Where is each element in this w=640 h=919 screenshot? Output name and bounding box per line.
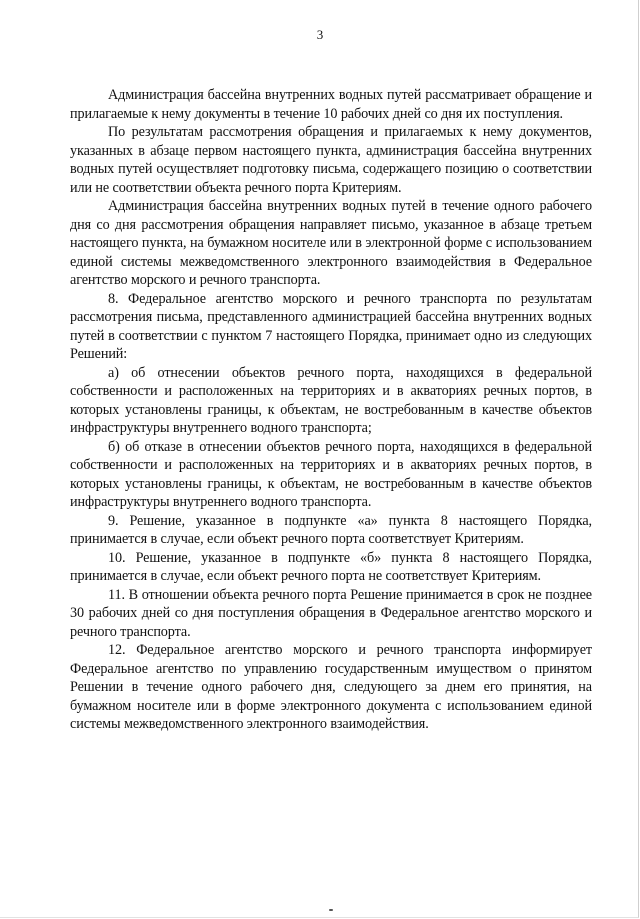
paragraph-item-10: 10. Решение, указанное в подпункте «б» пункта 8 настоящего Порядка, принимается в случае, если объект речного порта не соответствует Критериям.: [70, 549, 592, 584]
paragraph-item-9: 9. Решение, указанное в подпункте «а» пункта 8 настоящего Порядка, принимается в случае, если объект речного порта соответствует Критериям.: [70, 512, 592, 547]
paragraph-item-12: 12. Федеральное агентство морского и речного транспорта информирует Федеральное агентство по управлению государственным имуществом о принятом Решении в течение одного рабочего дня, следующего за днем его принятия, на бумажном носителе или в форме электронного документа с использованием единой системы межведомственного электронного взаимодействия.: [70, 642, 592, 732]
document-body: [70, 86, 592, 734]
paragraph-item-8a: а) об отнесении объектов речного порта, находящихся в федеральной собственности и расположенных на территориях и в акваториях речных портов, в которых установлены границы, к объектам, не востребованным в качестве объектов инфраструктуры внутреннего водного транспорта;: [70, 364, 592, 436]
paragraph-item-11: 11. В отношении объекта речного порта Решение принимается в срок не позднее 30 рабочих дней со дня поступления обращения в Федеральное агентство морского и речного транспорта.: [70, 586, 592, 640]
paragraph-review-period: Администрация бассейна внутренних водных путей рассматривает обращение и прилагаемые к нему документы в течение 10 рабочих дней со дня их поступления.: [70, 87, 592, 122]
page-number: 3: [316, 27, 324, 42]
paragraph-letter-sending: Администрация бассейна внутренних водных путей в течение одного рабочего дня со дня рассмотрения обращения направляет письмо, указанное в абзаце третьем настоящего пункта, на бумажном носителе или в электронной форме с использованием единой системы межведомственного электронного взаимодействия в Федеральное агентство морского и речного транспорта.: [70, 198, 592, 288]
paragraph-item-8b: б) об отказе в отнесении объектов речного порта, находящихся в федеральной собственности и расположенных на территориях и в акваториях речных портов, в которых установлены границы, к объектам, не востребованным в качестве объектов инфраструктуры внутреннего водного транспорта.: [70, 438, 592, 510]
paragraph-letter-preparation: По результатам рассмотрения обращения и прилагаемых к нему документов, указанных в абзаце первом настоящего пункта, администрация бассейна внутренних водных путей осуществляет подготовку письма, содержащего позицию о соответствии или не соответствии объекта речного порта Критериям.: [70, 124, 592, 196]
scan-speck: [329, 909, 333, 911]
paragraph-item-8: 8. Федеральное агентство морского и речного транспорта по результатам рассмотрения письма, представленного администрацией бассейна внутренних водных путей в соответствии с пунктом 7 настоящего Порядка, принимает одно из следующих Решений:: [70, 290, 592, 362]
